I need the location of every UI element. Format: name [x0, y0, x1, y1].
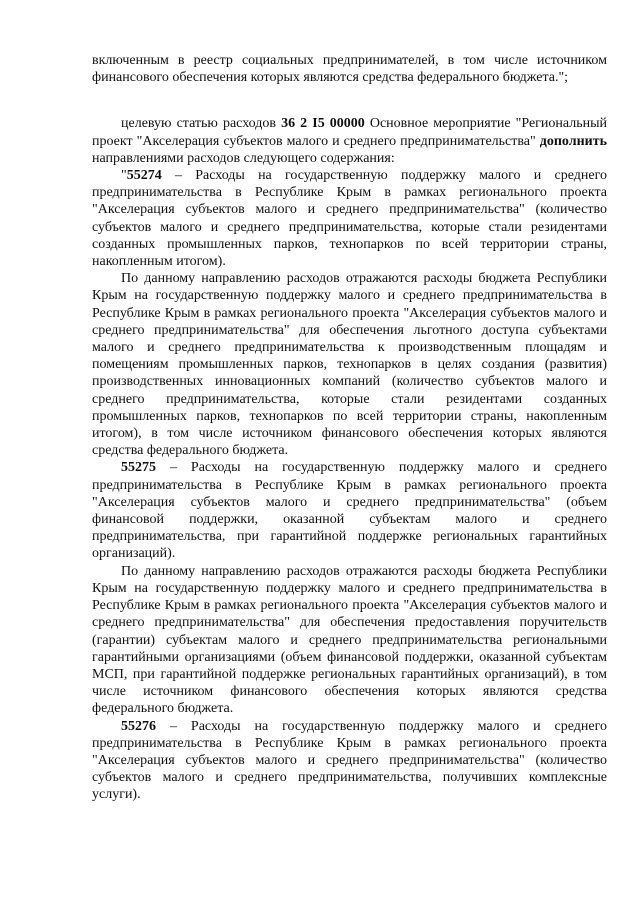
paragraph-55276: [92, 718, 607, 804]
direction-code-55276: 55276: [121, 718, 156, 734]
paragraph-target-article: [92, 115, 607, 167]
paragraph-55275: [92, 459, 607, 562]
paragraph-mid: Основное мероприятие "Региональный проект "Акселерация субъектов малого и среднего предпринимательства": [92, 116, 607, 149]
document-page: [92, 52, 607, 804]
paragraph-text: По данному направлению расходов отражаются расходы бюджета Республики Крым на государственную поддержку малого и среднего предпринимательства в Республике Крым в рамках регионального проекта "Акселерация субъектов малого и среднего предпринимательства" для обеспечения предоставления поручительств (гарантии) субъектам малого и среднего предпринимательства региональными гарантийными организациями (объем финансовой поддержки, оказанной субъектам МСП, при гарантийной поддержке региональных гарантийных организаций), в том числе источником финансового обеспечения которых являются средства федерального бюджета.: [92, 563, 607, 717]
paragraph-55275-description: [92, 563, 607, 718]
direction-code-55275: 55275: [121, 460, 156, 476]
paragraph-55274: [92, 167, 607, 270]
article-code: 36 2 I5 00000: [281, 116, 365, 132]
paragraph-text: включенным в реестр социальных предпринимателей, в том числе источником финансового обеспечения которых являются средства федерального бюджета.";: [92, 53, 607, 86]
paragraph-55274-description: [92, 270, 607, 459]
paragraph-text: – Расходы на государственную поддержку малого и среднего предпринимательства в Республике Крым в рамках регионального проекта "Акселерация субъектов малого и среднего предпринимательства" (количество субъектов малого и среднего предпринимательства, которые стали резидентами созданных промышленных парков, технопарков по всей территории страны, накопленным итогом).: [92, 168, 607, 270]
paragraph-text: – Расходы на государственную поддержку малого и среднего предпринимательства в Республике Крым в рамках регионального проекта "Акселерация субъектов малого и среднего предпринимательства" (объем финансовой поддержки, оказанной субъектам малого и среднего предпринимательства, при гарантийной поддержке региональных гарантийных организаций).: [92, 460, 607, 562]
paragraph-lead: целевую статью расходов: [121, 116, 282, 132]
opening-quote: ": [121, 168, 127, 184]
action-word: дополнить: [539, 133, 607, 149]
paragraph-text: По данному направлению расходов отражаются расходы бюджета Республики Крым на государственную поддержку малого и среднего предпринимательства в Республике Крым в рамках регионального проекта "Акселерация субъектов малого и среднего предпринимательства" для обеспечения льготного доступа субъектами малого и среднего предпринимательства к производственным площадям и помещениям промышленных парков, технопарков в целях создания (развития) производственных инновационных компаний (количество субъектов малого и среднего предпринимательства, которые стали резидентами созданных промышленных парков, технопарков по всей территории страны, накопленным итогом), в том числе источником финансового обеспечения которых являются средства федерального бюджета.: [92, 271, 607, 459]
paragraph-tail: направлениями расходов следующего содержания:: [92, 150, 395, 166]
direction-code-55274: 55274: [126, 168, 162, 184]
paragraph-text: – Расходы на государственную поддержку малого и среднего предпринимательства в Республике Крым в рамках регионального проекта "Акселерация субъектов малого и среднего предпринимательства" (количество субъектов малого и среднего предпринимательства, получивших комплексные услуги).: [92, 718, 607, 803]
paragraph-continuation: [92, 52, 607, 86]
